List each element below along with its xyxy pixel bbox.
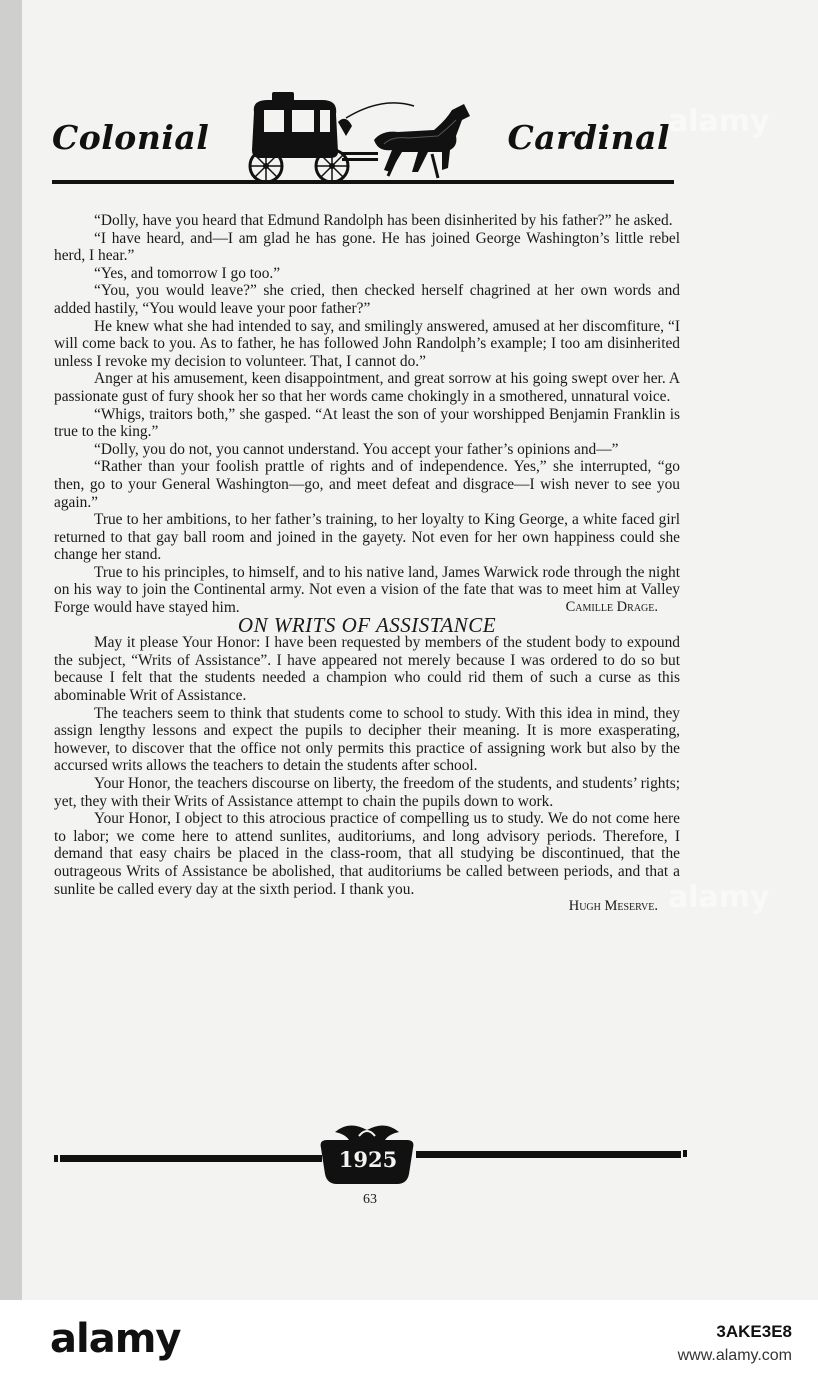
header-title-right: Cardinal: [507, 118, 670, 157]
essay-paragraph: Your Honor, the teachers discourse on liberty, the freedom of the students, and students’ rights; yet, they with their Writs of Assistance attempt to chain the pupils down to work.: [54, 775, 680, 810]
header-title-left: Colonial: [52, 118, 210, 157]
stagecoach-icon: [242, 92, 482, 184]
essay-paragraph: The teachers seem to think that students come to school to study. With this idea in mind, they assign lengthy lessons and expect the pupils to decipher their meaning. It is more exasperating, however, to discover that the office not only permits this practice of assigning work but also by the accursed writs allows the teachers to detain the students after school.: [54, 704, 680, 775]
story-paragraph: He knew what she had intended to say, and smilingly answered, amused at her discomfiture, “I will come back to you. As to father, he has followed John Randolph’s example; I too am disinherited unless I revoke my decision to volunteer. That, I cannot do.”: [54, 317, 680, 370]
essay-author: Hugh Meserve.: [568, 898, 658, 915]
story-author: Camille Drage.: [565, 599, 658, 616]
story-paragraph-text: True to his principles, to himself, and to his native land, James Warwick rode through the night on his way to join the Continental army. Not even a vision of the fate that was to meet him at Valley Forge would have stayed him.: [54, 563, 680, 617]
story-paragraph: “Whigs, traitors both,” she gasped. “At least the son of your worshipped Benjamin Franklin is true to the king.”: [54, 405, 680, 441]
story-paragraph: True to her ambitions, to her father’s training, to her loyalty to King George, a white faced girl returned to that gay ball room and joined in the gayety. Not even for her own happiness could she change her stand.: [54, 511, 680, 564]
stock-url: www.alamy.com: [677, 1347, 792, 1364]
story-paragraph: Anger at his amusement, keen disappointment, and great sorrow at his going swept over her. A passionate gust of fury shook her so that her words came chokingly in a smothered, unnatural voice.: [54, 370, 680, 405]
stock-watermark: alamy: [668, 880, 770, 915]
story-paragraph: “Yes, and tomorrow I go too.”: [94, 264, 281, 282]
essay-title: ON WRITS OF ASSISTANCE: [237, 612, 497, 637]
stock-watermark: alamy: [668, 104, 770, 139]
story-paragraph: “I have heard, and—I am glad he has gone. He has joined George Washington’s little rebel herd, I hear.”: [54, 229, 680, 265]
page-number: 63: [363, 1192, 377, 1207]
footer-rule-right: [416, 1151, 681, 1158]
header-rule: [52, 180, 674, 184]
footer-rule-end-left: [54, 1155, 58, 1162]
essay-paragraph: Your Honor, I object to this atrocious practice of compelling us to study. We do not come here to labor; we come here to attend sunlites, auditoriums, and long advisory periods. Therefore, I demand that easy chairs be placed in the class-room, that all studying be discontinued, that the outrageous Writs of Assistance be abolished, that auditoriums be called between periods, and that a sunlite be called every day at the sixth period. I thank you.: [54, 810, 680, 898]
page-header: [52, 92, 674, 187]
article-body: [54, 212, 680, 916]
footer-rule-end-right: [683, 1150, 687, 1157]
story-paragraph: “Rather than your foolish prattle of rights and of independence. Yes,” she interrupted, “go then, go to your General Washington—go, and meet defeat and disgrace—I wish never to see you again.”: [54, 458, 680, 511]
image-id: 3AKE3E8: [716, 1322, 792, 1341]
story-paragraph: “Dolly, you do not, you cannot understand. You accept your father’s opinions and—”: [94, 440, 619, 458]
story-paragraph: “Dolly, have you heard that Edmund Randolph has been disinherited by his father?” he asked.: [94, 212, 673, 229]
footer-rule-left: [60, 1155, 322, 1162]
essay-paragraph: May it please Your Honor: I have been requested by members of the student body to expound the subject, “Writs of Assistance”. I have appeared not merely because I was ordered to do so but because I felt that the students needed a champion who could rid them of such a curse as this abominable Writ of Assistance.: [54, 634, 680, 705]
yearbook-year: 1925: [338, 1147, 398, 1172]
story-paragraph: “You, you would leave?” she cried, then checked herself chagrined at her own words and added hastily, “You would leave your poor father?”: [54, 282, 680, 317]
story-paragraph-last: [54, 564, 680, 617]
stock-logo: alamy: [50, 1316, 181, 1362]
